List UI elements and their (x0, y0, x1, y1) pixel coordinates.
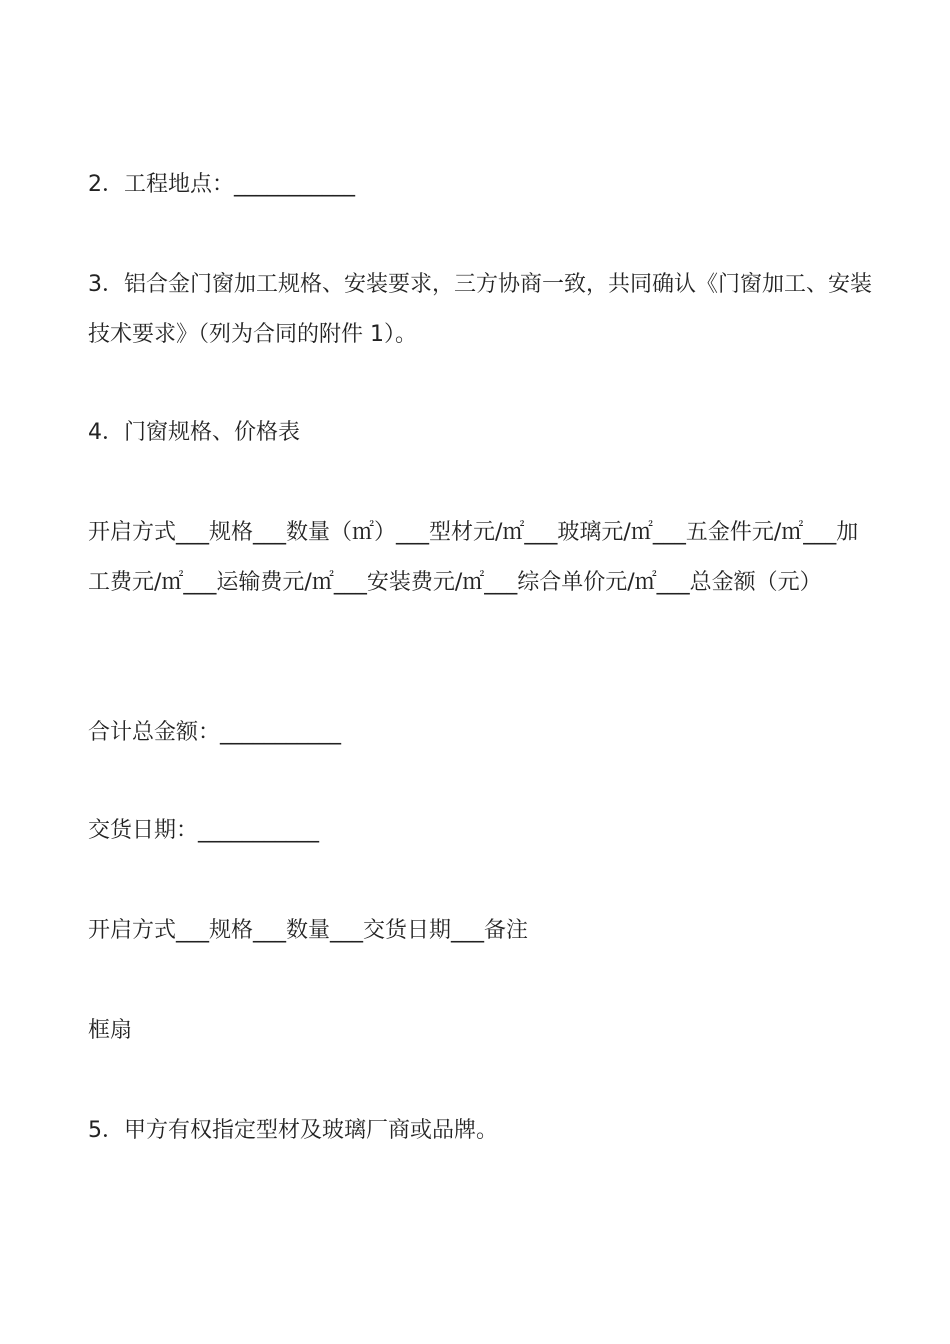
price-table-columns: 开启方式___规格___数量（㎡）___型材元/㎡___玻璃元/㎡___五金件元/㎡___加工费元/㎡___运输费元/㎡___安装费元/㎡___综合单价元/㎡___总金额（元） (88, 520, 859, 595)
clause-3-specification-requirements: 3．铝合金门窗加工规格、安装要求，三方协商一致，共同确认《门窗加工、安装技术要求》（列为合同的附件 1）。 (88, 272, 872, 347)
delivery-date-line: 交货日期：___________ (88, 818, 320, 843)
frame-sash-label: 框扇 (88, 1018, 133, 1043)
clause-2-project-location: 2．工程地点：___________ (88, 172, 355, 197)
total-amount-line: 合计总金额：___________ (88, 720, 342, 745)
delivery-table-columns: 开启方式___规格___数量___交货日期___备注 (88, 918, 529, 943)
clause-4-price-table-heading: 4．门窗规格、价格表 (88, 420, 300, 445)
clause-5-supplier-designation: 5．甲方有权指定型材及玻璃厂商或品牌。 (88, 1118, 498, 1143)
